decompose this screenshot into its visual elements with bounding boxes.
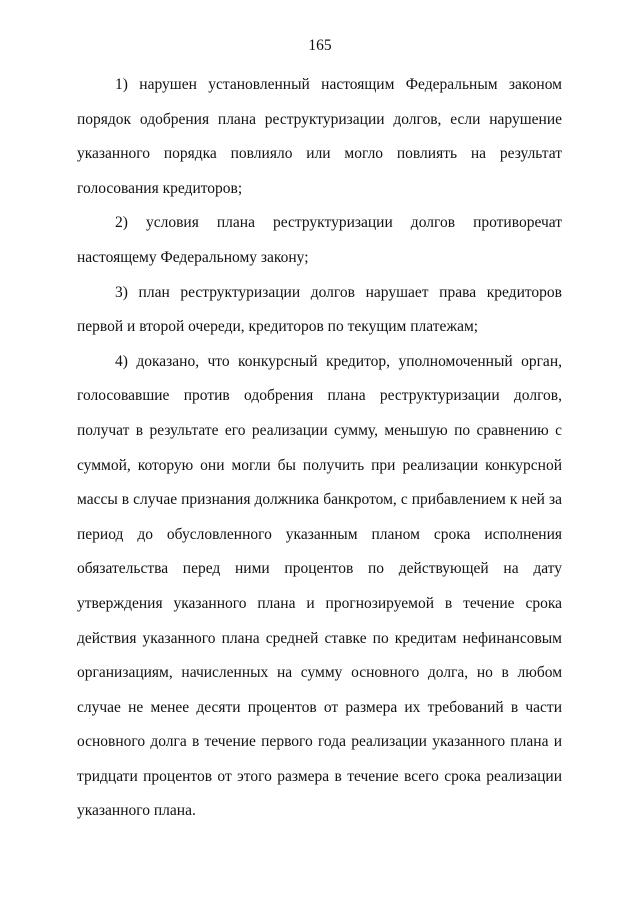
document-body bbox=[77, 68, 562, 829]
paragraph-item-4: 4) доказано, что конкурсный кредитор, уполномоченный орган, голосовавшие против одобрения плана реструктуризации долгов, получат в результате его реализации сумму, меньшую по сравнению с суммой, которую они могли бы получить при реализации конкурсной массы в случае признания должника банкротом, с прибавлением к ней за период до обусловленного указанным планом срока исполнения обязательства перед ними процентов по действующей на дату утверждения указанного плана и прогнозируемой в течение срока действия указанного плана средней ставке по кредитам нефинансовым организациям, начисленных на сумму основного долга, но в любом случае не менее десяти процентов от размера их требований в части основного долга в течение первого года реализации указанного плана и тридцати процентов от этого размера в течение всего срока реализации указанного плана. bbox=[77, 352, 562, 820]
paragraph-item-2: 2) условия плана реструктуризации долгов противоречат настоящему Федеральному закону; bbox=[77, 214, 562, 266]
paragraph-item-3: 3) план реструктуризации долгов нарушает права кредиторов первой и второй очереди, кредиторов по текущим платежам; bbox=[77, 283, 562, 336]
page-number: 165 bbox=[308, 37, 332, 54]
paragraph-item-1: 1) нарушен установленный настоящим Федеральным законом порядок одобрения плана реструктуризации долгов, если нарушение указанного порядка повлияло или могло повлиять на результат голосования кредиторов; bbox=[77, 76, 562, 197]
